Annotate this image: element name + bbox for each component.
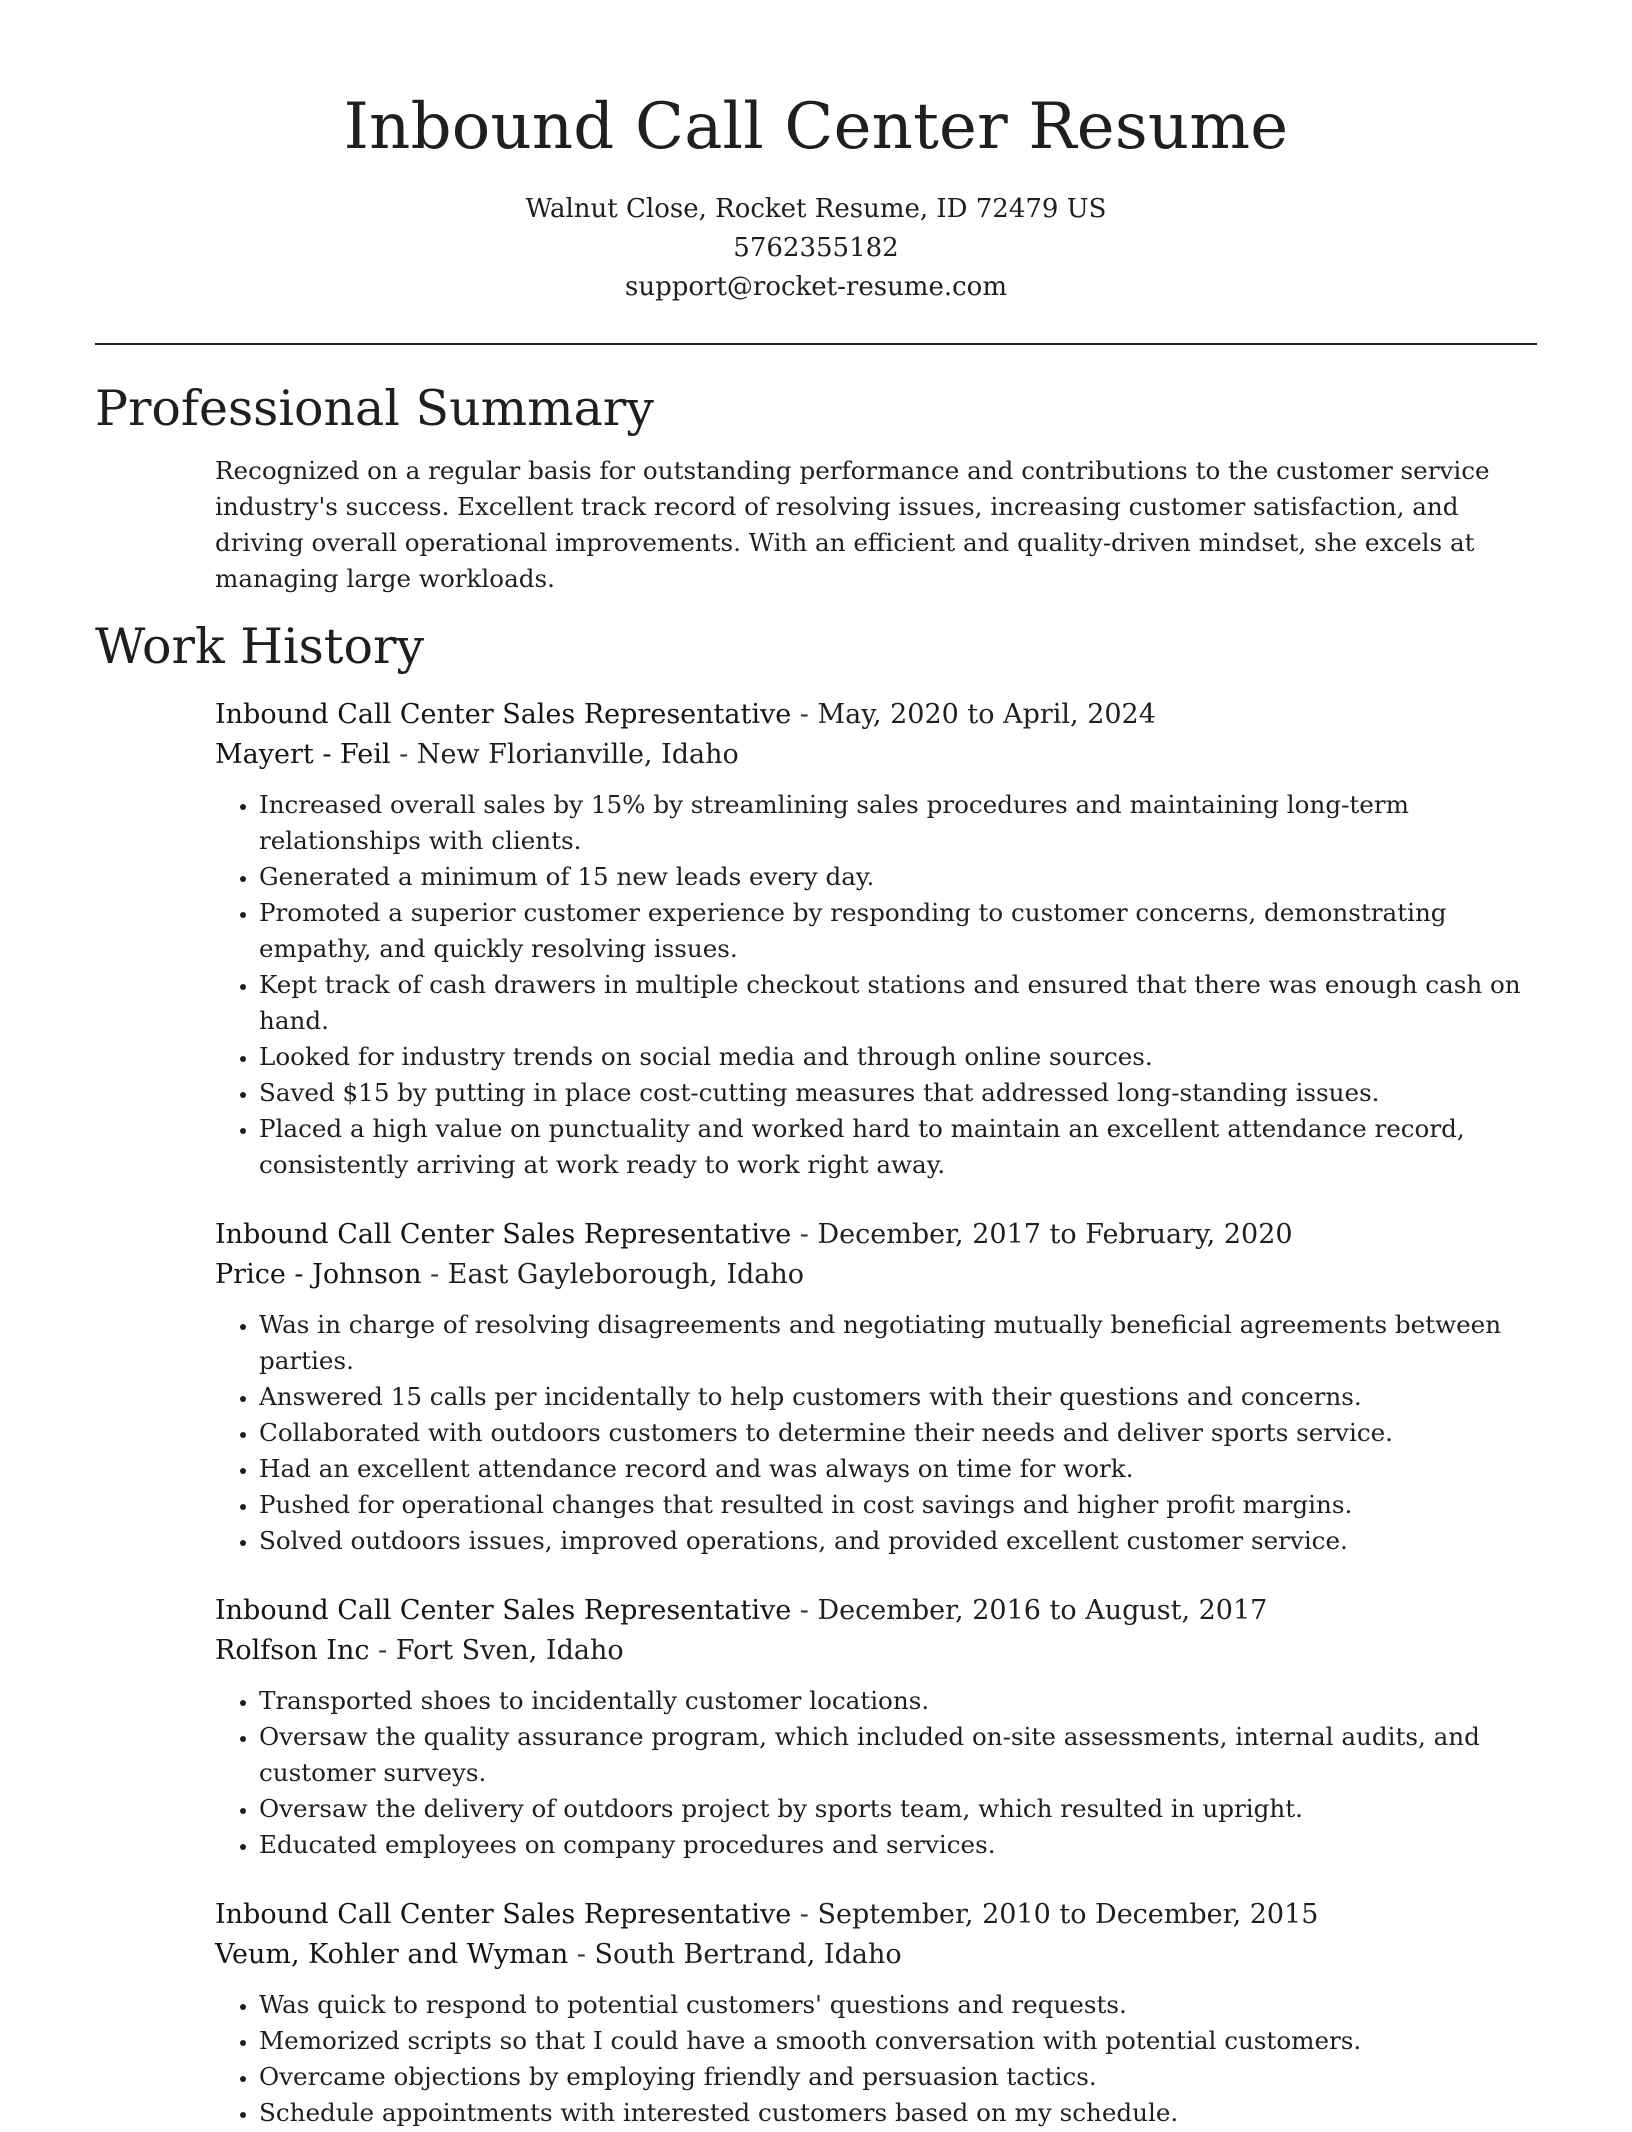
job-location: New Florianville, Idaho bbox=[416, 739, 739, 770]
job-bullet-list bbox=[215, 1987, 1537, 2131]
job-title: Inbound Call Center Sales Representative bbox=[215, 1899, 792, 1930]
job-location: South Bertrand, Idaho bbox=[594, 1939, 902, 1970]
job-bullet: • Collaborated with outdoors customers to determine their needs and deliver sports service. bbox=[259, 1415, 1537, 1451]
job-bullet: • Educated employees on company procedures and services. bbox=[259, 1827, 1537, 1863]
job-bullet: • Saved $15 by putting in place cost-cutting measures that addressed long-standing issues. bbox=[259, 1075, 1537, 1111]
job-bullet: • Had an excellent attendance record and was always on time for work. bbox=[259, 1451, 1537, 1487]
job-bullet: • Was quick to respond to potential customers' questions and requests. bbox=[259, 1987, 1537, 2023]
job-bullet-list bbox=[215, 787, 1537, 1183]
job-company-line bbox=[215, 1255, 1537, 1295]
job-company: Veum, Kohler and Wyman bbox=[215, 1939, 569, 1970]
job-dates: December, 2017 to February, 2020 bbox=[817, 1219, 1293, 1250]
job-bullet-list bbox=[215, 1683, 1537, 1863]
job-bullet: • Oversaw the quality assurance program, which included on-site assessments, internal audits, and customer surveys. bbox=[259, 1719, 1537, 1791]
work-history-section bbox=[95, 615, 1537, 2131]
job-title-line bbox=[215, 1895, 1537, 1935]
job-bullet: • Schedule appointments with interested customers based on my schedule. bbox=[259, 2095, 1537, 2131]
job-title-line bbox=[215, 1215, 1537, 1255]
job-dates: September, 2010 to December, 2015 bbox=[817, 1899, 1319, 1930]
job-location-separator: - bbox=[430, 1259, 448, 1290]
job-title-line bbox=[215, 695, 1537, 735]
job-company-line bbox=[215, 1935, 1537, 1975]
resume-page bbox=[95, 0, 1537, 2131]
job-dates-separator: - bbox=[799, 1595, 818, 1626]
contact-block bbox=[95, 190, 1537, 307]
address-text: Walnut Close, Rocket Resume, ID 72479 US bbox=[525, 194, 1107, 224]
work-history-heading: Work History bbox=[95, 618, 425, 675]
email-text: support@rocket-resume.com bbox=[624, 272, 1007, 302]
job-title: Inbound Call Center Sales Representative bbox=[215, 1595, 792, 1626]
job-title: Inbound Call Center Sales Representative bbox=[215, 699, 792, 730]
job-location-separator: - bbox=[576, 1939, 595, 1970]
job-bullet-list bbox=[215, 1307, 1537, 1559]
page-title: Inbound Call Center Resume bbox=[343, 90, 1289, 164]
job-company: Mayert - Feil bbox=[215, 739, 391, 770]
job-bullet: • Kept track of cash drawers in multiple checkout stations and ensured that there was enough cash on hand. bbox=[259, 967, 1537, 1039]
job-location: Fort Sven, Idaho bbox=[395, 1635, 624, 1666]
summary-text: Recognized on a regular basis for outstanding performance and contributions to the customer service industry's success. Excellent track record of resolving issues, increasing customer satisfaction, and driving overall operational improvements. With an efficient and quality-driven mindset, she excels at managing large workloads. bbox=[215, 456, 1490, 593]
job-dates-separator: - bbox=[799, 1219, 818, 1250]
job-entry bbox=[215, 1591, 1537, 1863]
job-bullet: • Answered 15 calls per incidentally to help customers with their questions and concerns. bbox=[259, 1379, 1537, 1415]
job-location-separator: - bbox=[378, 1635, 396, 1666]
phone-text: 5762355182 bbox=[733, 233, 899, 263]
job-dates-separator: - bbox=[799, 1899, 818, 1930]
summary-heading: Professional Summary bbox=[95, 380, 654, 437]
job-bullet: • Pushed for operational changes that resulted in cost savings and higher profit margins. bbox=[259, 1487, 1537, 1523]
job-bullet: • Solved outdoors issues, improved operations, and provided excellent customer service. bbox=[259, 1523, 1537, 1559]
job-entry bbox=[215, 695, 1537, 1183]
job-dates: May, 2020 to April, 2024 bbox=[817, 699, 1156, 730]
job-title-line bbox=[215, 1591, 1537, 1631]
job-entry bbox=[215, 1215, 1537, 1559]
job-entry bbox=[215, 1895, 1537, 2131]
job-bullet: • Memorized scripts so that I could have a smooth conversation with potential customers. bbox=[259, 2023, 1537, 2059]
job-bullet: • Transported shoes to incidentally customer locations. bbox=[259, 1683, 1537, 1719]
job-company-line bbox=[215, 735, 1537, 775]
job-dates: December, 2016 to August, 2017 bbox=[817, 1595, 1268, 1626]
job-company: Price - Johnson bbox=[215, 1259, 422, 1290]
job-bullet: • Increased overall sales by 15% by streamlining sales procedures and maintaining long-term relationships with clients. bbox=[259, 787, 1537, 859]
job-bullet: • Was in charge of resolving disagreements and negotiating mutually beneficial agreements between parties. bbox=[259, 1307, 1537, 1379]
job-location: East Gayleborough, Idaho bbox=[447, 1259, 805, 1290]
job-company: Rolfson Inc bbox=[215, 1635, 370, 1666]
summary-section bbox=[95, 377, 1537, 597]
job-location-separator: - bbox=[399, 739, 417, 770]
job-dates-separator: - bbox=[799, 699, 818, 730]
job-bullet: • Overcame objections by employing friendly and persuasion tactics. bbox=[259, 2059, 1537, 2095]
resume-header bbox=[95, 0, 1537, 307]
job-bullet: • Promoted a superior customer experience by responding to customer concerns, demonstrating empathy, and quickly resolving issues. bbox=[259, 895, 1537, 967]
job-title: Inbound Call Center Sales Representative bbox=[215, 1219, 792, 1250]
job-bullet: • Looked for industry trends on social media and through online sources. bbox=[259, 1039, 1537, 1075]
job-bullet: • Oversaw the delivery of outdoors project by sports team, which resulted in upright. bbox=[259, 1791, 1537, 1827]
job-bullet: • Placed a high value on punctuality and worked hard to maintain an excellent attendance record, consistently arriving at work ready to work right away. bbox=[259, 1111, 1537, 1183]
job-bullet: • Generated a minimum of 15 new leads every day. bbox=[259, 859, 1537, 895]
header-divider bbox=[95, 343, 1537, 345]
job-company-line bbox=[215, 1631, 1537, 1671]
